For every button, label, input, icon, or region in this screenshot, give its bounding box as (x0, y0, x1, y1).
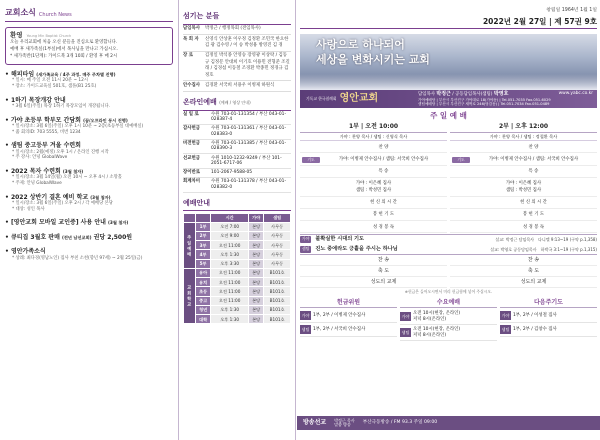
banner-slogan: 사랑으로 하나되어 세상을 변화시키는 교회 (316, 38, 430, 66)
church-news-title: 교회소식 (5, 8, 36, 17)
sermon-row: 가야 불확실한 시대의 기도 설교: 박정근 담임목사 다니엘 9:13~19 (구약 p.1,358) (302, 236, 597, 243)
founded-line: 창립일 1964년 1월 1일 (546, 8, 597, 13)
cover-banner (300, 34, 597, 90)
staff-row: 안수집사 김경환 서국희 서용우 이병제 하원식 (183, 81, 291, 91)
issue-date: 2022년 2월 27일 | 제 57권 9호 (300, 17, 597, 29)
church-news-title-en: Church News (38, 11, 72, 18)
church-news-header (5, 0, 173, 22)
news-item: • 큐티집 3월호 판매 (전년 남선교회) 권당 2,500원 (5, 234, 173, 242)
account-row: 실 일 로 수원 703-01-131354 / 부산 043-01-028387-4 (183, 111, 291, 126)
welcome-title: 환영 Young Min Baptist Church (10, 31, 72, 39)
sermon-box (300, 234, 597, 255)
sermon-row: 샘팀 진노 중에라도 긍휼을 주시는 하나님 설교: 박영호 공동담임목사 하박국 3:1~19 (구약 p.1,315) (302, 246, 597, 253)
church-identity-strip (300, 90, 597, 108)
table-row: 3부 오전 11:00 본당 사무동 (184, 241, 291, 250)
table-row: 4부 오후 1:30 본당 사무동 (184, 250, 291, 259)
news-item: • 1하기 목장개강 안내 * 3월 6일(주일) 목장 1하기 목장모임이 개강됩니다. (5, 97, 173, 110)
church-news-column (0, 0, 177, 440)
staff-row: 목 회 자 신영식 안상훈 이우정 김정환 조민국 한요한 김 광 김수영 / 이 승 박성용 방영진 김 경 (183, 35, 291, 52)
cover-column (297, 0, 600, 440)
sunday-service-title: 주 일 예 배 (430, 111, 467, 120)
table-row: 2부 오전 9:00 본당 사무동 (184, 231, 291, 240)
account-row: 감사헌금 수원 703-01-131361 / 부산 043-01-028383-0 (183, 125, 291, 140)
news-item: • 2022 목자 수련회 (3월 첨자) * 일시/장소: 3월 14일(월) 오전 10시 ~ 오후 4시 / 소망홀 * 주제: 안녕 GlobalWave (5, 168, 173, 187)
table-row: 초등 오전 11:00 본당 B101호 (184, 287, 291, 296)
duty-table: 헌금위원 가야 1부, 2부 / 이병제 안수집사 샘팀 1부, 2부 / 서국희 안수집사 수요예배 가야 오전 10시(현장, 온라인) 저녁 8시(온라인) 샘팀 오전 10시(현장, 온라인) 저녁 8시(온라인) 다음주기도 가야 1부, 2부 / 이성철 집사 샘팀 1부, 2부 / 김창수 집사 (300, 299, 597, 342)
banner-snow-image (300, 74, 597, 90)
table-row: 주 일 예 배 1부 오전 7:00 본당 사무동 (184, 222, 291, 231)
welcome-line: * 새가족반(1단계): 가이드북 3개 10회 / 환영 후 매 2시 (10, 54, 118, 59)
table-row: 5부 오후 3:30 본당 사무동 (184, 259, 291, 268)
welcome-subtitle: Young Min Baptist Church (26, 34, 72, 38)
staff-title: 섬기는 분들 (183, 0, 291, 25)
schedule-title: 예배안내 (183, 193, 291, 212)
table-row: 대학 오후 1:30 본당 B101호 (184, 315, 291, 324)
news-item: • 해피타임 (새가족교육 / 4주 과정. 매주 주차별 진행) * 일시: 매 주일 오전 11시 20분 ~ 12시 * 장소: 가이드교육실 501호, 샘플(B1 25호) (5, 71, 173, 90)
broadcast-bar: 방송선교 박정근 목사 말씀 방송 부산극동방송 / FM 93.3 주일 09:00 (297, 416, 600, 430)
staff-row: 장 로 김정일 박석종 안영승 장영광 이상락 / 김동규 김정문 안대희 이기호 이용민 전형준 조길래 / 김경섭 이동철 조경환 박종민 정경규 김정호 (183, 52, 291, 82)
welcome-line: 예배 후 새가족실(1부실)에서 목사님을 만나고 가십시오. (10, 47, 118, 53)
staff-list (183, 25, 291, 92)
news-item: • [영안교회 모바일 교인증] 사용 안내 (3월 첨자) (5, 219, 173, 227)
welcome-box (5, 27, 173, 65)
account-row: 선교헌금 수원 1010-1232-9249 / 부산 101-2051-6717-06 (183, 154, 291, 169)
account-row: 장이반로 101-2067-9588-05 (183, 169, 291, 178)
pastor-info: 담임목사 박정근 / 공동담임목사(샘팀) 박영호 www.yabc.co.kr 가야예배당 | 부산시 부산진구 가야대로 18(가야동) | Tel.051-7035 Fax.051-6029 샘팀예배당 | 부산시 부산진구 새싹로 246(당감동) | Tel.051-7034 Fax.051-0489 (418, 90, 593, 107)
staff-column (178, 0, 296, 440)
service-1: 1부 | 오전 10:00 가야 : 찬양 목사 / 샘팀 : 신영식 목사 (300, 122, 447, 141)
church-logo: 기독교 한국침례회 영안교회 (306, 92, 379, 104)
website-url: www.yabc.co.kr (558, 90, 593, 96)
table-row: 교 회 학 교 유아 오전 11:00 본당 B101호 (184, 268, 291, 277)
news-item: • 2022 상반기 결혼 예비 학교 (3월 첨자) * 일시/장소: 3월 6일(주일) 오후 2시 / 각 예배당 본당 * 대상: 성인 목사 (5, 194, 173, 213)
staff-row: 담임목사 박정근 / 행정목회 (전임목사) (183, 25, 291, 35)
service-order (300, 122, 597, 141)
table-row: 중고 오전 11:00 본당 B101호 (184, 296, 291, 305)
table-row: 유치 오전 11:00 본당 B101호 (184, 278, 291, 287)
news-item: • 영안가족소식 * 상례: 최다경(영남노인) 집사 부친 소천(향년 97세) ~ 2월 25일(금) (5, 248, 173, 261)
table-row: 청년 오후 1:30 본당 B101호 (184, 305, 291, 314)
service-2: 2부 | 오후 12:00 가야 : 찬양 목사 / 샘팀 : 정철환 목사 (450, 122, 597, 141)
news-list (5, 71, 173, 261)
online-worship-title: 온라인예배 (예배 / 영상 안내) (183, 92, 291, 111)
news-item: • 샘팀 중고등부 겨울 수련회 * 일시/장소: 2월(예정) 오후 1시 / 온라인 진행 시작 * 주 강사: 안녕 GlobalWave (5, 142, 173, 161)
worship-schedule-table: 시간 가야 샘팀 주 일 예 배 1부 오전 7:00 본당 사무동 2부 오전 9:00 본당 사무동 3부 오전 11:00 본당 사무동 4부 오후 1:30 본당 사무동 5부 오후 3:30 본당 사무동 교 회 학 교 유아 오전 11:00 본당 B101호 유치 오전 11:00 본당 B101호 초등 오전 11:00 본당 B101호 중고 오전 11:00 본당 B101호 청년 오후 1:30 본당 B101호 대학 오후 1:30 본당 B101호 (183, 213, 291, 324)
closing-order: 찬 송 축 도 성도의 교제 찬 송 축 도 성도의 교제 (300, 255, 597, 288)
order-rows: 찬 양 찬 양 기도 가야: 이병제 안수집사 / 샘팀: 서국희 안수집사 기도 가야: 이병제 안수집사 / 샘팀: 서국희 안수집사 특 송 특 송 가야 : 이은혜 집사 샘팀 : 박성민 집사 가야 : 이은혜 집사 샘팀 : 박성민 집사 헌 신 의 시 간 헌 신 의 시 간 봉 헌 기 도 봉 헌 기 도 성 경 봉 독 성 경 봉 독 (300, 143, 597, 233)
account-list (183, 111, 291, 193)
welcome-line: 오늘 우리교회에 처음 오신 분들을 진심으로 환영합니다. (10, 40, 118, 46)
news-item: • 가야 초등부 학부모 간담회 (꿈/오프라인 동시 진행) * 일시/장소: 3월 6일(주일) 오후 1시 10분 ~ 2층(초등부실 대예배실) * 줌 회의ID: 703 5555, 비번 1234 (5, 117, 173, 136)
offering-note: ※헌금은 들어오시면서 미리 헌금함에 넣어 주십시오. (404, 288, 493, 294)
account-row: 회계차미 수원 703-01-131378 / 부산 043-01-028382-0 (183, 178, 291, 193)
account-row: 비전헌금 수원 703-01-131385 / 부산 043-01-028390-3 (183, 140, 291, 155)
